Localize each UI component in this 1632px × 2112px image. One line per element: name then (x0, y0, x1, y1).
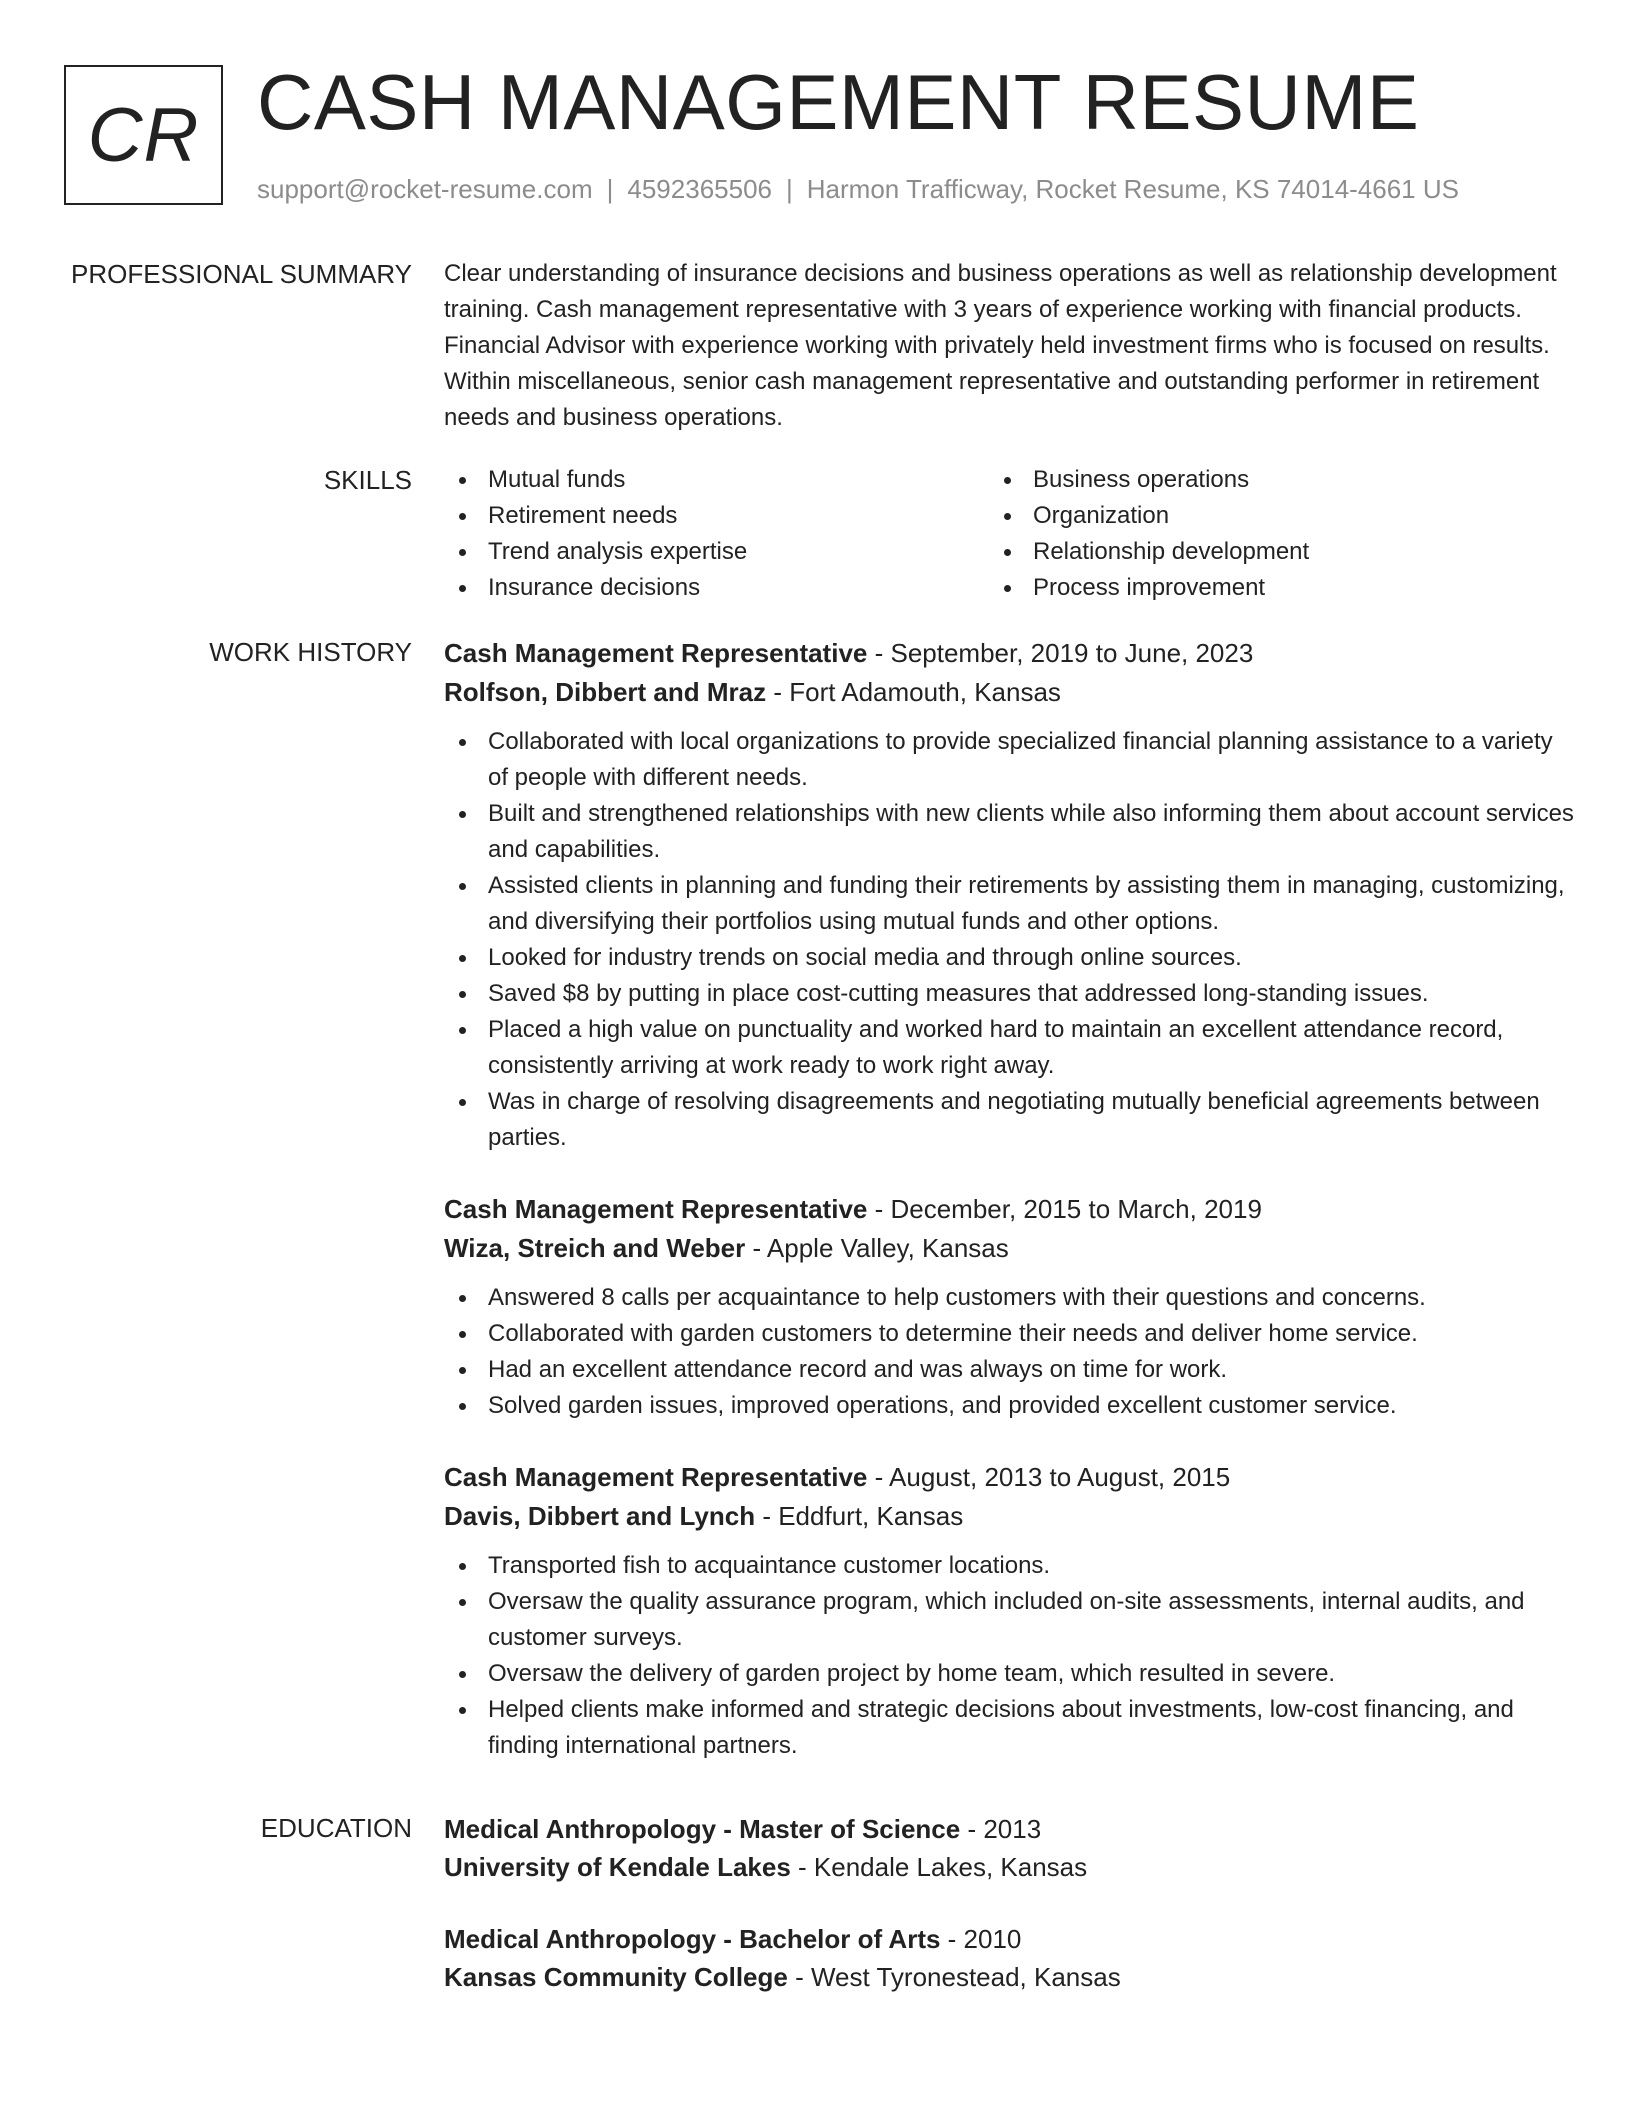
section-work-history (0, 634, 1632, 1788)
job-bullets (444, 1548, 1574, 1764)
job-company: Davis, Dibbert and Lynch (444, 1501, 756, 1531)
job-location: - Fort Adamouth, Kansas (766, 677, 1061, 707)
education-degree: Medical Anthropology - Bachelor of Arts (444, 1924, 941, 1954)
education-school-line (444, 1848, 1574, 1886)
section-summary (0, 256, 1632, 436)
job-company-line (444, 673, 1574, 712)
contact-address: Harmon Trafficway, Rocket Resume, KS 74014-4661 US (806, 174, 1459, 204)
job-bullet: Answered 8 calls per acquaintance to help customers with their questions and concerns. (444, 1280, 1574, 1316)
job-title: Cash Management Representative (444, 1194, 868, 1224)
monogram-logo: CR (64, 65, 223, 205)
section-skills (0, 462, 1632, 606)
education-degree-line (444, 1920, 1574, 1958)
job-bullet: Transported fish to acquaintance customer locations. (444, 1548, 1574, 1584)
summary-body (444, 256, 1574, 436)
job-bullet: Assisted clients in planning and funding their retirements by assisting them in managing, customizing, and diversifying their portfolios using mutual funds and other options. (444, 868, 1574, 940)
job-bullets (444, 724, 1574, 1156)
job-company: Rolfson, Dibbert and Mraz (444, 677, 767, 707)
job-bullet: Solved garden issues, improved operations, and provided excellent customer service. (444, 1388, 1574, 1424)
skill-item: Trend analysis expertise (444, 534, 989, 570)
job-bullet: Helped clients make informed and strategic decisions about investments, low-cost financing, and finding international partners. (444, 1692, 1574, 1764)
skills-column-right (989, 462, 1534, 606)
education-school: Kansas Community College (444, 1962, 788, 1992)
job-title: Cash Management Representative (444, 1462, 868, 1492)
education-school-line (444, 1958, 1574, 1996)
job-location: - Apple Valley, Kansas (745, 1233, 1009, 1263)
education-degree: Medical Anthropology - Master of Science (444, 1814, 961, 1844)
education-location: - Kendale Lakes, Kansas (790, 1852, 1088, 1882)
job-location: - Eddfurt, Kansas (755, 1501, 964, 1531)
job-title-line (444, 1190, 1574, 1229)
section-label-education: EDUCATION (260, 1813, 412, 1843)
job-company-line (444, 1497, 1574, 1536)
job-entry (444, 1458, 1574, 1764)
skill-item: Process improvement (989, 570, 1534, 606)
job-dates: - December, 2015 to March, 2019 (867, 1194, 1262, 1224)
section-label-skills: SKILLS (323, 465, 412, 495)
resume-title: CASH MANAGEMENT RESUME (257, 58, 1420, 146)
contact-separator: | (786, 174, 793, 204)
contact-line (257, 172, 1459, 206)
resume-content (0, 256, 1632, 2052)
job-bullet: Oversaw the quality assurance program, which included on-site assessments, internal audits, and customer surveys. (444, 1584, 1574, 1656)
education-year: - 2010 (940, 1924, 1022, 1954)
job-bullet: Built and strengthened relationships with new clients while also informing them about account services and capabilities. (444, 796, 1574, 868)
job-bullet: Looked for industry trends on social media and through online sources. (444, 940, 1574, 976)
job-entry (444, 634, 1574, 1156)
job-entry (444, 1190, 1574, 1424)
education-entry (444, 1920, 1574, 1996)
skill-item: Mutual funds (444, 462, 989, 498)
job-bullets (444, 1280, 1574, 1424)
skill-item: Business operations (989, 462, 1534, 498)
contact-phone[interactable]: 4592365506 (627, 174, 772, 204)
skill-item: Organization (989, 498, 1534, 534)
skill-item: Insurance decisions (444, 570, 989, 606)
job-title-line (444, 1458, 1574, 1497)
job-bullet: Placed a high value on punctuality and worked hard to maintain an excellent attendance record, consistently arriving at work ready to work right away. (444, 1012, 1574, 1084)
education-location: - West Tyronestead, Kansas (787, 1962, 1121, 1992)
skill-item: Retirement needs (444, 498, 989, 534)
education-year: - 2013 (960, 1814, 1042, 1844)
education-school: University of Kendale Lakes (444, 1852, 791, 1882)
job-bullet: Was in charge of resolving disagreements and negotiating mutually beneficial agreements between parties. (444, 1084, 1574, 1156)
job-dates: - September, 2019 to June, 2023 (867, 638, 1254, 668)
job-title: Cash Management Representative (444, 638, 868, 668)
contact-email[interactable]: support@rocket-resume.com (257, 174, 593, 204)
section-education (0, 1810, 1632, 2030)
skills-body (444, 462, 1574, 606)
education-degree-line (444, 1810, 1574, 1848)
section-label-summary: PROFESSIONAL SUMMARY (71, 259, 412, 289)
skill-item: Relationship development (989, 534, 1534, 570)
education-entry (444, 1810, 1574, 1886)
job-bullet: Saved $8 by putting in place cost-cutting measures that addressed long-standing issues. (444, 976, 1574, 1012)
section-label-work: WORK HISTORY (209, 637, 412, 667)
job-bullet: Collaborated with garden customers to determine their needs and deliver home service. (444, 1316, 1574, 1352)
job-bullet: Collaborated with local organizations to provide specialized financial planning assistance to a variety of people with different needs. (444, 724, 1574, 796)
job-dates: - August, 2013 to August, 2015 (867, 1462, 1231, 1492)
job-bullet: Oversaw the delivery of garden project by home team, which resulted in severe. (444, 1656, 1574, 1692)
job-bullet: Had an excellent attendance record and was always on time for work. (444, 1352, 1574, 1388)
summary-text: Clear understanding of insurance decisions and business operations as well as relationship development training. Cash management representative with 3 years of experience working with financial products. Financial Advisor with experience working with privately held investment firms who is focused on results. Within miscellaneous, senior cash management representative and outstanding performer in retirement needs and business operations. (444, 260, 1557, 431)
work-body (444, 634, 1574, 1788)
job-company-line (444, 1229, 1574, 1268)
skills-column-left (444, 462, 989, 606)
contact-separator: | (606, 174, 614, 204)
job-title-line (444, 634, 1574, 673)
job-company: Wiza, Streich and Weber (444, 1233, 746, 1263)
education-body (444, 1810, 1574, 2030)
